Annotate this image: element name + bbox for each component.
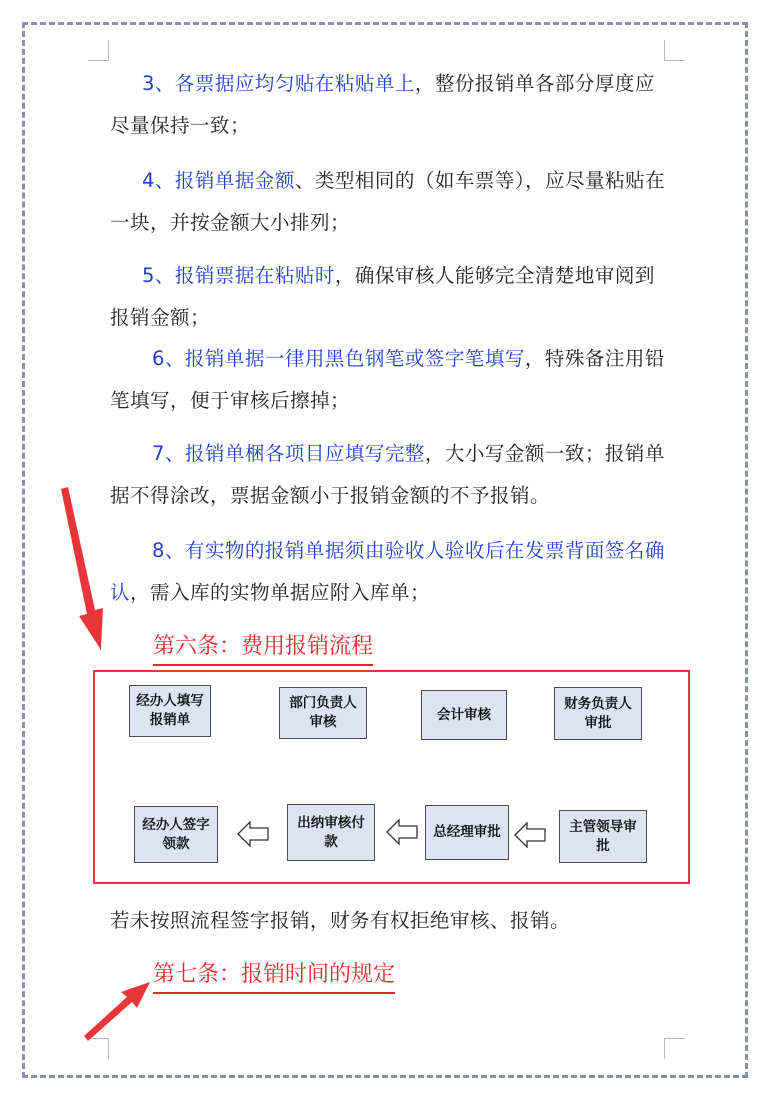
left-arrow-icon (237, 821, 269, 847)
rule-6-lead: 6、报销单据一律用黑色钢笔或签字笔填写 (152, 347, 525, 370)
rule-8-rest: ，需入库的实物单据应附入库单； (130, 581, 431, 604)
rule-8-lead: 8、有实物的报销单据须由验收人验收后在发票背面签名确认 (110, 539, 665, 604)
flow-step-gm-approval: 总经理审批 (425, 805, 509, 860)
flow-step-fill-form: 经办人填写报销单 (129, 685, 211, 737)
flow-step-supervisor-approval: 主管领导审批 (559, 810, 647, 863)
rule-4-rest: 、类型相同的（如车票等），应尽量粘贴在一块，并按金额大小排列； (110, 169, 666, 234)
rule-6-rest: ，特殊备注用铅笔填写，便于审核后擦掉； (110, 347, 665, 412)
flow-step-sign-receive: 经办人签字领款 (134, 806, 218, 863)
red-callout-arrow-icon (80, 978, 155, 1043)
rule-3-lead: 3、各票据应均匀贴在粘贴单上 (142, 72, 415, 95)
flow-step-dept-review: 部门负责人审核 (279, 687, 367, 739)
left-arrow-icon (386, 819, 418, 845)
rule-3-rest: ，整份报销单各部分厚度应尽量保持一致； (110, 72, 655, 137)
flow-step-cashier-pay: 出纳审核付款 (287, 804, 375, 861)
paragraph-rule-3 (110, 63, 670, 147)
rule-5-rest: ，确保审核人能够完全清楚地审阅到报销金额； (110, 264, 655, 329)
red-callout-arrow-icon (55, 485, 125, 660)
left-arrow-icon (514, 822, 546, 848)
flow-step-finance-approval: 财务负责人审批 (554, 687, 642, 740)
paragraph-rule-5 (110, 255, 670, 339)
margin-corner-mark (88, 40, 109, 61)
process-note: 若未按照流程签字报销，财务有权拒绝审核、报销。 (110, 909, 571, 932)
paragraph-rule-4 (110, 160, 670, 244)
margin-corner-mark (664, 1038, 685, 1059)
paragraph-rule-7 (110, 433, 670, 517)
rule-4-lead: 4、报销单据金额 (142, 169, 295, 192)
paragraph-rule-6 (110, 338, 670, 422)
section-6-heading: 第六条：费用报销流程 (153, 632, 373, 666)
rule-7-lead: 7、报销单梱各项目应填写完整 (152, 442, 425, 465)
rule-7-rest: ，大小写金额一致；报销单据不得涂改，票据金额小于报销金额的不予报销。 (110, 442, 665, 507)
paragraph-rule-8 (110, 530, 670, 614)
margin-corner-mark (664, 40, 685, 61)
section-7-heading: 第七条：报销时间的规定 (153, 960, 395, 994)
rule-5-lead: 5、报销票据在粘贴时 (142, 264, 335, 287)
flow-step-accounting-review: 会计审核 (421, 690, 507, 740)
